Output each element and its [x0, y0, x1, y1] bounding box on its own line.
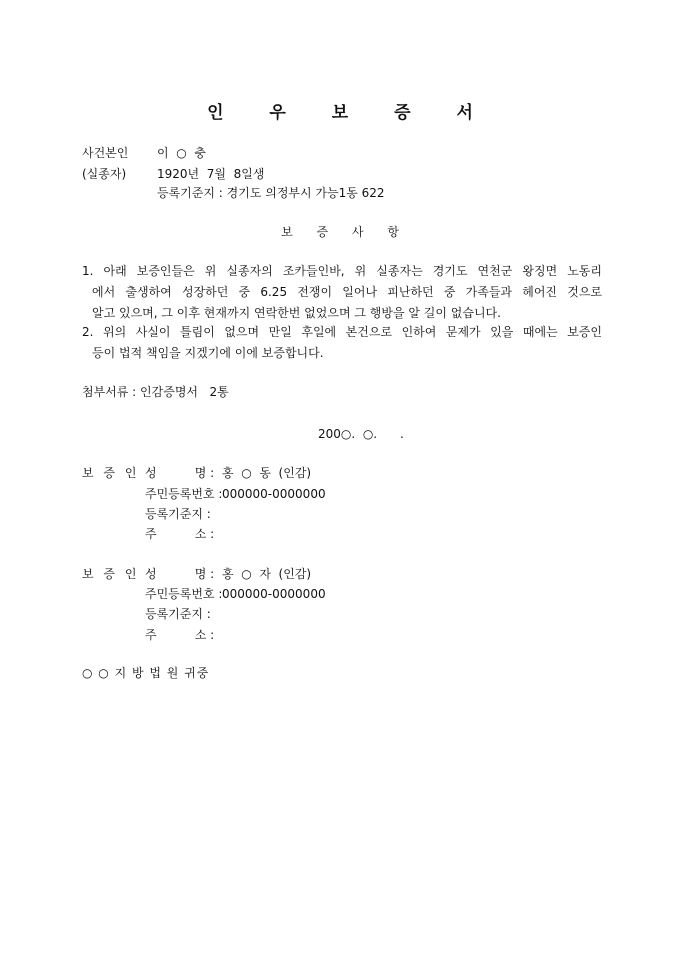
guarantor-rrn: 000000-0000000 [222, 587, 326, 601]
recipient-court: ○ ○ 지 방 법 원 귀중 [82, 666, 210, 680]
attachment: 첨부서류 : 인감증명서 2통 [82, 385, 229, 399]
name-label: 성 명 : [145, 466, 215, 480]
item-line: 등이 법적 책임을 지겠기에 이에 보증합니다. [92, 346, 324, 360]
guarantor-rrn: 000000-0000000 [222, 487, 326, 501]
subject-name: 이 ○ 충 [157, 146, 206, 160]
item-line: 에서 출생하여 성장하던 중 6.25 전쟁이 일어나 피난하던 중 가족들과 헤어진 것으로 [92, 285, 602, 299]
guarantee-item-1 [82, 261, 602, 324]
document-date: 200○. ○. . [318, 427, 404, 441]
domicile-label: 등록기준지 : [145, 607, 211, 621]
guarantor-name: 홍 ○ 동 (인감) [222, 466, 312, 480]
subject-label: 사건본인 [82, 146, 129, 160]
guarantor-label: 보 증 인 [82, 466, 140, 480]
missing-person-label: (실종자) [82, 167, 127, 181]
name-label: 성 명 : [145, 567, 215, 581]
rrn-label: 주민등록번호 : [145, 587, 223, 601]
guarantee-item-2 [82, 322, 602, 364]
guarantor-label: 보 증 인 [82, 567, 140, 581]
domicile-label: 등록기준지 : [145, 507, 211, 521]
subject-domicile: 등록기준지 : 경기도 의정부시 가능1동 622 [157, 186, 385, 200]
rrn-label: 주민등록번호 : [145, 487, 223, 501]
item-line: 알고 있으며, 그 이후 현재까지 연락한번 없었으며 그 행방을 알 길이 없습니다. [92, 306, 501, 320]
address-label: 주 소 : [145, 628, 215, 642]
section-title: 보 증 사 항 [281, 225, 409, 239]
guarantor-name: 홍 ○ 자 (인감) [222, 567, 312, 581]
address-label: 주 소 : [145, 527, 215, 541]
item-line: 2. 위의 사실이 틀림이 없으며 만일 후일에 본건으로 인하여 문제가 있을 때에는 보증인 [82, 325, 602, 339]
document-title: 인 우 보 증 서 [207, 103, 493, 123]
item-line: 1. 아래 보증인들은 위 실종자의 조카들인바, 위 실종자는 경기도 연천군 왕징면 노동리 [82, 264, 602, 278]
subject-birth: 1920년 7월 8일생 [157, 167, 265, 181]
